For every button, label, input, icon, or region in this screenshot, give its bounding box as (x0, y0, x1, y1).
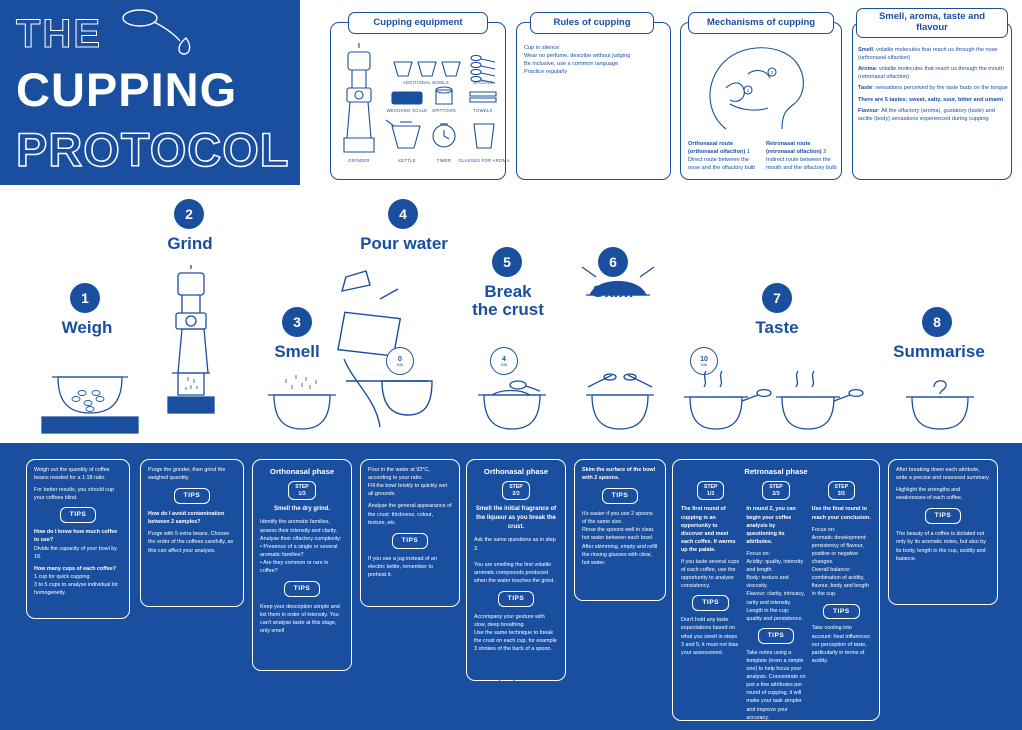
definition-taste (858, 84, 1008, 92)
definition-term-five-tastes: There are 5 tastes: sweet, salty, sour, bitter and umami (858, 96, 1004, 103)
break-head: Smell the initial fragrance of the liqueur as you break the crust. (475, 506, 557, 531)
taste-head-3: Use the final round to reach your conclusion. (811, 506, 871, 521)
timer-10-unit: MIN (700, 362, 708, 367)
taste-column-2 (746, 481, 805, 721)
step-number-3: 3 (282, 307, 312, 337)
break-step-badge (502, 481, 530, 500)
taste-head-1: The first round of cupping is an opportunity to discover and meet each coffee. It warms up the palate. (681, 506, 736, 553)
weigh-a1: Divide the capacity of your bowl by 18. (34, 545, 117, 560)
timer-0-min (386, 347, 414, 375)
svg-text:GRINDER: GRINDER (348, 158, 370, 163)
smell-body: Identify the aromatic families, assess their intensity and clarity. Analyse their olfactory complexity: • Presence of a single or several aromatic families? • Are they common or rare in coffee? (260, 519, 342, 575)
summarise-illustration (890, 371, 990, 437)
svg-text:TOWELS: TOWELS (473, 108, 493, 113)
taste-badge-1-top: STEP (703, 484, 718, 491)
smell-head: Smell the dry grind. (273, 506, 330, 513)
taste-cups-illustration (676, 371, 872, 437)
taste-badge-3-bottom: 3/3 (837, 490, 845, 497)
smell-tips-pill: TIPS (284, 581, 321, 597)
step-number-4: 4 (388, 199, 418, 229)
taste-badge-2-bottom: 2/3 (772, 490, 780, 497)
svg-text:TIMER: TIMER (436, 158, 452, 163)
orthonasal-route-num: 1 (746, 149, 750, 156)
steps-section (0, 185, 1022, 443)
taste-body-1: If you taste several cups of each coffee, use the opportunity to analyse consistency. (681, 559, 740, 590)
break-tip-text: Accompany your gesture with slow, deep breathing. Use the same technique to break the crust on each cup, for example 3 strokes of the back of a spoon. (474, 613, 557, 653)
smell-step-badge (288, 481, 316, 500)
taste-badge-2 (762, 481, 790, 500)
step-label-smell: Smell (274, 342, 320, 361)
taste-tips-pill-1: TIPS (692, 595, 729, 611)
definition-term-aroma: Aroma (858, 66, 876, 73)
step-number-1: 1 (70, 283, 100, 313)
taste-tip-text-3: Take cooling into account: heat influences our perception of taste, particularly in terms of acidity. (811, 625, 870, 664)
weigh-a2: 1 cup for quick cupping 3 to 5 cups to analyse individual lot homogeneity. (34, 573, 118, 597)
smell-badge-bottom: 1/3 (298, 490, 306, 497)
title-block (0, 0, 300, 185)
taste-body-3: Focus on: Aromatic development: persistency of flavour, positive or negative changes. Overall balance: combination of acidity, flavour, body and length in the cup. (811, 526, 869, 598)
card-title-rules: Rules of cupping (530, 12, 654, 34)
card-title-cupping-equipment: Cupping equipment (348, 12, 488, 34)
taste-badge-3 (828, 481, 856, 500)
skim-intro: Skim the surface of the bowl with 2 spoons. (582, 467, 656, 482)
timer-4-min (490, 347, 518, 375)
taste-badge-2-top: STEP (769, 484, 783, 491)
orthonasal-route-text: Direct route between the nose and the olfactory bulb (688, 157, 756, 172)
rule-item-2: Wear no perfume, describe without judging (524, 53, 631, 60)
note-card-smell (252, 459, 352, 671)
definition-text-taste: : sensations perceived by the taste buds on the tongue (872, 85, 1008, 92)
rule-item-4: Practice regularly (524, 69, 568, 76)
break-tips-pill: TIPS (498, 591, 535, 607)
weigh-q1: How do I know how much coffee to use? (34, 529, 118, 544)
svg-text:1: 1 (746, 88, 750, 93)
summarise-tips-pill: TIPS (925, 508, 962, 524)
svg-text:KETTLE: KETTLE (398, 158, 416, 163)
retronasal-route-title: Retronasal route (retronasal olfaction) (766, 141, 822, 156)
orthonasal-route-note (688, 140, 762, 172)
definition-text-flavour: : All the olfactory (aroma), gustatory (taste) and tactile (body) sensations experienced during cupping (858, 107, 995, 122)
step-number-8: 8 (922, 307, 952, 337)
taste-phase-title: Retronasal phase (744, 467, 808, 476)
page-title-cupping: CUPPING (16, 63, 238, 116)
taste-tip-text-1: Don't hold any taste expectations based on what you smelt in steps 3 and 5, it must not bias your assessment. (681, 617, 739, 656)
definition-text-aroma: : volatile molecules that reach us through the mouth (retronasal olfaction) (858, 66, 1004, 81)
smell-aroma-definitions (858, 46, 1008, 123)
step-number-2: 2 (174, 199, 204, 229)
step-number-6: 6 (598, 247, 628, 277)
header-section (0, 0, 1022, 185)
break-badge-bottom: 2/3 (512, 490, 520, 497)
rule-item-3: Be inclusive, use a common language (524, 61, 619, 68)
svg-text:GLASSES FOR AROMA: GLASSES FOR AROMA (458, 158, 510, 163)
definition-smell (858, 46, 1008, 62)
step-label-pour-water: Pour water (360, 234, 448, 253)
pour-tips-pill: TIPS (392, 533, 429, 549)
retronasal-route-note (766, 140, 838, 172)
head-profile-diagram (686, 34, 836, 139)
definition-five-tastes (858, 96, 1008, 104)
note-card-grind (140, 459, 244, 607)
taste-tip-text-2: Take notes using a template (even a simple one) to help focus your analysis. Concentrate on just a few attributes per round of cupping, it will make your task simpler and improve your accuracy. (746, 649, 806, 721)
note-card-skim (574, 459, 666, 601)
note-card-summarise (888, 459, 998, 605)
note-card-weigh (26, 459, 130, 619)
timer-10-value: 10 (700, 355, 708, 363)
page-title-protocol: PROTOCOL (16, 123, 290, 176)
skim-tip-text: It's easier if you use 2 spoons of the same size. Rinse the spoons well in clear, hot water between each bowl. After skimming, empty and refill the rinsing glasses with clear, hot water. (582, 511, 658, 566)
definition-term-flavour: Flavour (858, 107, 879, 114)
retronasal-route-num: 2 (823, 149, 827, 156)
smell-phase-title: Orthonasal phase (269, 467, 335, 476)
rules-list (524, 44, 664, 76)
card-title-mechanisms: Mechanisms of cupping (688, 12, 834, 34)
step-label-weigh: Weigh (61, 318, 113, 337)
step-label-break-the-crust: Break the crust (472, 282, 544, 319)
summarise-body: Highlight the strengths and weaknesses of each coffee. (896, 487, 963, 502)
brand-name: BELCO (480, 673, 518, 682)
skim-spoons-illustration (570, 261, 666, 313)
timer-4-unit: MIN (500, 362, 508, 367)
step-label-grind: Grind (167, 234, 213, 253)
rule-item-1: Cup in silence (524, 45, 560, 51)
definition-aroma (858, 65, 1008, 81)
grinder-illustration (152, 265, 232, 440)
weigh-tips-pill: TIPS (60, 507, 97, 523)
taste-tips-pill-3: TIPS (823, 604, 860, 620)
summarise-tip-text: The beauty of a coffee is dictated not only by its aromatic notes, but also by its body, length in the cup, acidity and balance. (896, 531, 986, 562)
step-number-7: 7 (762, 283, 792, 313)
note-card-taste (672, 459, 880, 721)
step-number-5: 5 (492, 247, 522, 277)
pour-tip-text: If you use a jug instead of an electric kettle, remember to preheat it. (368, 555, 437, 578)
spoon-icon (118, 8, 198, 58)
page-title-the: THE (16, 12, 102, 56)
svg-text:ADDITIONAL BOWLS: ADDITIONAL BOWLS (402, 80, 450, 85)
step-label-taste: Taste (755, 318, 799, 337)
svg-text:WEIGHING SCALE: WEIGHING SCALE (386, 108, 428, 113)
skim-bowl-illustration (570, 371, 670, 437)
weigh-sub: For better results, you should cup your coffees blind. (34, 487, 115, 502)
note-card-break (466, 459, 566, 681)
break-body: Ask the same questions as in step 3. You are smelling the first volatile aromatic compounds produced when the water touches the grind. (474, 537, 556, 584)
pour-intro: Pour in the water at 93°C, according to your ratio. Fill the bowl briskly to quickly wet all grounds. (368, 467, 448, 498)
taste-column-1 (681, 481, 740, 721)
smell-badge-top: STEP (295, 484, 309, 491)
taste-body-2: Focus on: Acidity: quality, intensity and length. Body: texture and viscosity. Flavour: clarity, intricacy, rarity and intensity. Length in the cup: quality and persistence. (746, 550, 805, 622)
break-phase-title: Orthonasal phase (483, 467, 549, 476)
weigh-intro: Weigh out the quantity of coffee beans needed for a 1:18 ratio. (34, 467, 110, 482)
taste-badge-1-bottom: 1/3 (707, 490, 715, 497)
definition-term-taste: Taste (858, 85, 873, 92)
weigh-q2: How many cups of each coffee? (34, 565, 117, 572)
grind-a1: Purge with 5 extra beans. Choose the order of the coffees carefully, as this can affect your analysis. (148, 531, 234, 554)
step-label-summarise: Summarise (893, 342, 985, 361)
skim-tips-pill: TIPS (602, 488, 639, 504)
summarise-intro: After breaking down each attribute, write a precise and reasoned summary. (896, 467, 990, 482)
break-crust-illustration (462, 371, 562, 437)
taste-tips-pill-2: TIPS (758, 628, 795, 644)
equipment-illustrations (334, 40, 510, 178)
grind-intro: Purge the grinder, then grind the weighed quantity. (148, 467, 226, 482)
card-title-smell-aroma: Smell, aroma, taste and flavour (856, 8, 1008, 38)
break-badge-top: STEP (509, 484, 523, 491)
svg-text:2: 2 (770, 70, 774, 75)
grind-tips-pill: TIPS (174, 488, 211, 504)
svg-text:SPITTOON: SPITTOON (432, 108, 456, 113)
taste-column-3 (812, 481, 871, 721)
timer-4-value: 4 (502, 355, 506, 363)
grind-q1: How do I avoid contamination between 2 samples? (148, 511, 225, 526)
taste-badge-1 (697, 481, 725, 500)
weigh-illustration (34, 365, 146, 437)
orthonasal-route-title: Orthonasal route (orthonasal olfaction) (688, 141, 746, 156)
definition-term-smell: Smell (858, 47, 873, 53)
taste-badge-3-top: STEP (834, 484, 849, 491)
definition-text-smell: : volatile molecules that reach us through the nose (orthonasal olfaction) (858, 47, 998, 62)
timer-0-unit: MIN (396, 362, 404, 367)
smell-tip-text: Keep your description simple and list them in order of intensity. You can't analyse taste at this stage, only smell (260, 604, 340, 635)
svg-text:SPOONS: SPOONS (473, 80, 493, 85)
pour-body: Analyse the general appearance of the crust: thickness, colour, texture, etc. (368, 503, 452, 526)
timer-0-value: 0 (398, 355, 402, 363)
retronasal-route-text: Indirect route between the mouth and the olfactory bulb (766, 157, 837, 172)
note-card-pour (360, 459, 460, 607)
taste-head-2: In round 2, you can begin your coffee analysis by questioning its attributes. (746, 506, 796, 545)
definition-flavour (858, 107, 1008, 123)
